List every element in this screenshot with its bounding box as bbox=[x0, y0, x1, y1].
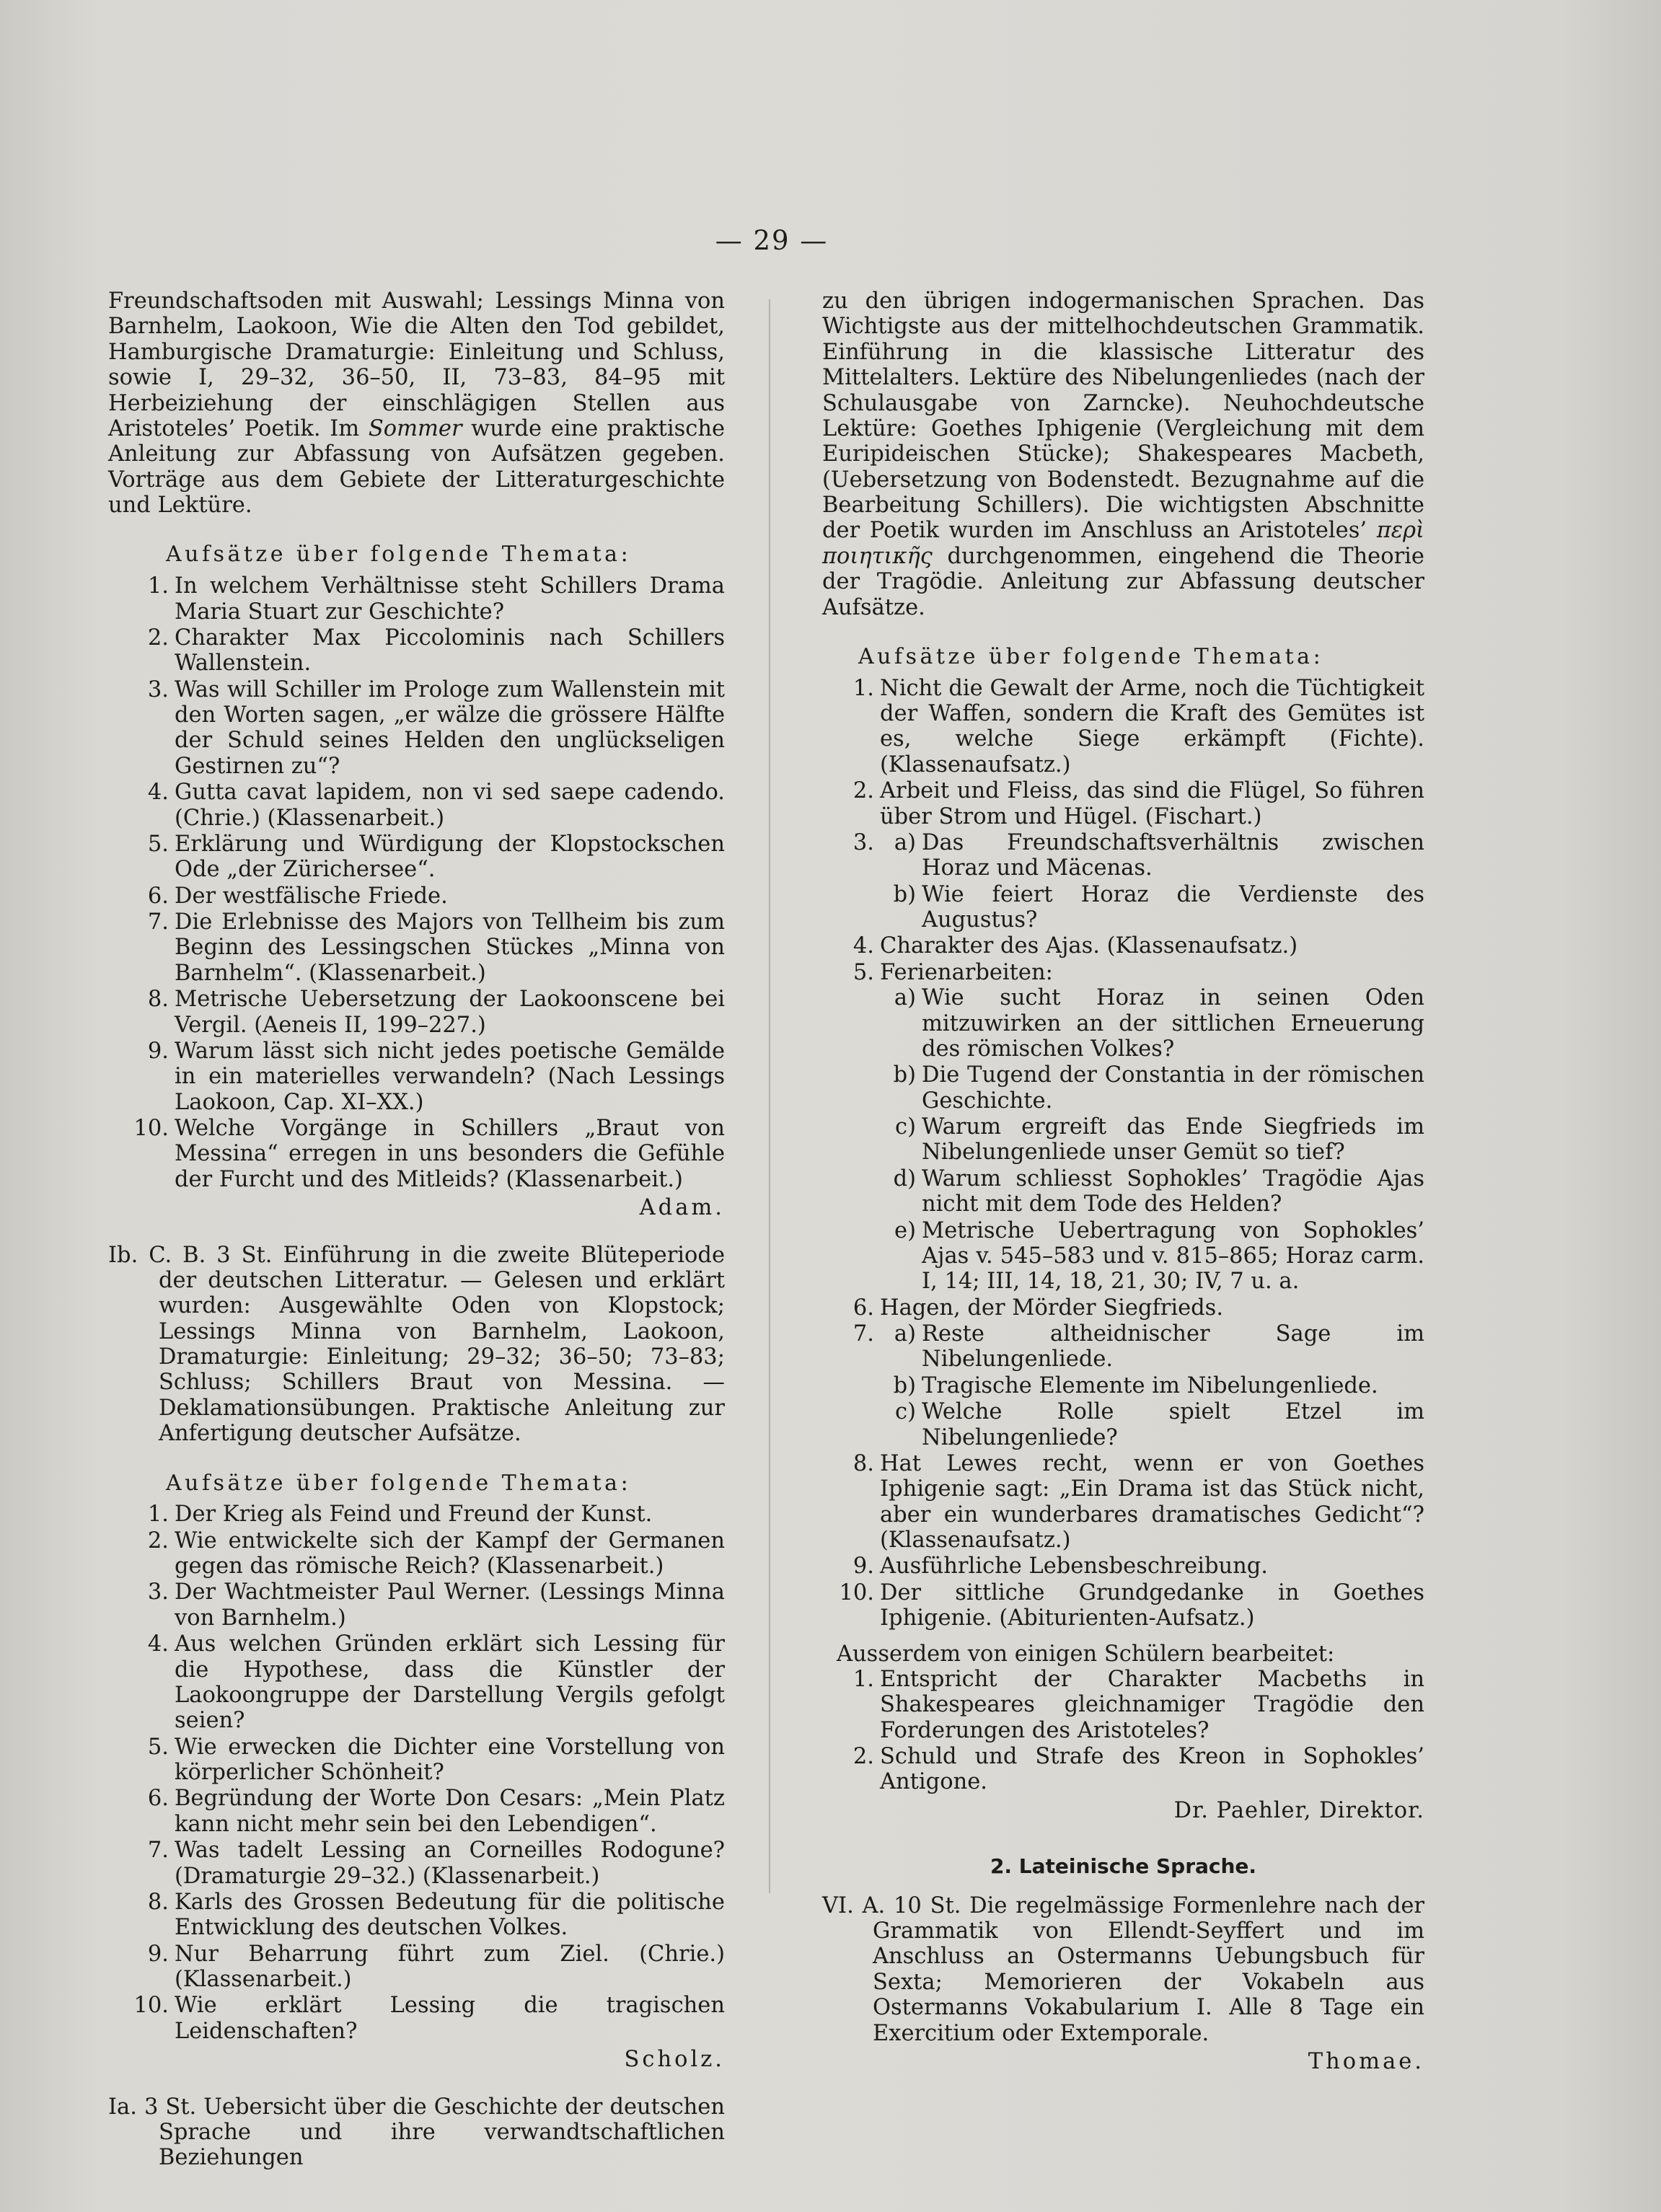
list-item bbox=[822, 1295, 1424, 1321]
item-number: 10. bbox=[133, 1116, 169, 1142]
list-item bbox=[108, 780, 725, 831]
right-intro-greek: περὶ ποιητικῆς bbox=[822, 518, 1424, 569]
sub-item bbox=[880, 1373, 1424, 1398]
sub-item-label: b) bbox=[893, 1372, 916, 1398]
item-number: 2. bbox=[852, 1744, 874, 1770]
right-intro bbox=[822, 288, 1424, 620]
sub-item-text: Warum ergreift das Ende Siegfrieds im Nibelungenliede unser Gemüt so tief? bbox=[922, 1114, 1424, 1166]
section-ia: Ia. 3 St. Uebersicht über die Geschichte der deutschen Sprache und ihre verwandtschaftlichen Beziehungen bbox=[108, 2094, 725, 2171]
right-intro-text: zu den übrigen indogermanischen Sprachen. Das Wichtigste aus der mittelhochdeutschen Grammatik. Einführung in die klassische Litteratur des Mittelalters. Lektüre des Nibelungenliedes (nach der Schulausgabe von Zarncke). Neuhochdeutsche Lektüre: Goethes Iphigenie (Vergleichung mit dem Euripideischen Stücke); Shakespeares Macbeth, (Uebersetzung von Bodenstedt. Bezugnahme auf die Bearbeitung Schillers). Die wichtigsten Abschnitte der Poetik wurden im Anschluss an Aristoteles’ bbox=[822, 288, 1424, 544]
list-item bbox=[108, 573, 725, 625]
column-divider bbox=[769, 299, 770, 1893]
list-item bbox=[108, 677, 725, 780]
sub-item-label: c) bbox=[895, 1399, 916, 1425]
signature-thomae: Thomae. bbox=[1308, 2048, 1424, 2074]
right-heading: Aufsätze über folgende Themata: bbox=[858, 643, 1324, 669]
list-item bbox=[822, 933, 1424, 959]
item-text: Metrische Uebersetzung der Laokoonscene bei Vergil. (Aeneis II, 199–227.) bbox=[175, 987, 725, 1038]
list-item bbox=[822, 1744, 1424, 1795]
item-text: Nur Beharrung führt zum Ziel. (Chrie.) (Klassenarbeit.) bbox=[175, 1941, 725, 1993]
sub-item-label: d) bbox=[893, 1166, 916, 1191]
item-number: 1. bbox=[852, 675, 874, 701]
list-item bbox=[108, 1579, 725, 1631]
sub-item bbox=[880, 830, 1424, 881]
left-intro-end: wurde eine praktische Anleitung zur Abfassung von Aufsätzen gegeben. Vorträge aus dem Gebiete der Litteraturgeschichte und Lektüre. bbox=[108, 415, 726, 518]
item-number: 1. bbox=[147, 1502, 169, 1528]
item-text: Charakter Max Piccolominis nach Schillers Wallenstein. bbox=[175, 625, 725, 677]
item-number: 7. bbox=[852, 1321, 874, 1347]
sub-item-label: a) bbox=[894, 1321, 916, 1347]
sub-item bbox=[880, 1166, 1424, 1217]
item-text: Der Krieg als Feind und Freund der Kunst. bbox=[175, 1502, 653, 1528]
item-number: 8. bbox=[147, 1889, 169, 1915]
list-item bbox=[108, 909, 725, 986]
item-number: 9. bbox=[852, 1554, 874, 1579]
left-heading-1: Aufsätze über folgende Themata: bbox=[166, 542, 632, 568]
item-number: 5. bbox=[147, 1734, 169, 1760]
list-item bbox=[822, 676, 1424, 778]
sub-item-label: e) bbox=[894, 1217, 916, 1243]
sub-item-label: b) bbox=[893, 881, 916, 907]
item-text: Hat Lewes recht, wenn er von Goethes Iphigenie sagt: „Ein Drama ist das Stück nicht, aber ein wunderbares dramatisches Gedicht“? (Klassenaufsatz.) bbox=[880, 1450, 1424, 1554]
sub-item bbox=[880, 1321, 1424, 1372]
sub-item bbox=[880, 1218, 1424, 1295]
sub-list bbox=[880, 985, 1424, 1295]
topic-list-extra bbox=[822, 1667, 1424, 1795]
left-column bbox=[108, 288, 725, 2171]
item-number: 5. bbox=[852, 959, 874, 985]
right-intro-end: durchgenommen, eingehend die Theorie der Tragödie. Anleitung zur Abfassung deutscher Aufsätze. bbox=[822, 543, 1424, 620]
sub-item-label: c) bbox=[895, 1114, 916, 1140]
sub-list bbox=[880, 1321, 1424, 1450]
list-item bbox=[108, 987, 725, 1038]
list-item bbox=[108, 1735, 725, 1786]
sub-item-label: a) bbox=[894, 985, 916, 1011]
item-number: 2. bbox=[852, 778, 874, 804]
section-2-title: 2. Lateinische Sprache. bbox=[990, 1854, 1257, 1879]
item-number: 7. bbox=[147, 1838, 169, 1864]
list-item bbox=[108, 1993, 725, 2044]
sub-item bbox=[880, 882, 1424, 933]
item-text: Wie erklärt Lessing die tragischen Leidenschaften? bbox=[175, 1993, 725, 2044]
list-item bbox=[822, 1554, 1424, 1579]
sub-item bbox=[880, 985, 1424, 1062]
list-item bbox=[822, 1451, 1424, 1554]
topic-list-1 bbox=[108, 573, 725, 1192]
item-number: 2. bbox=[147, 625, 169, 651]
sub-item-text: Warum schliesst Sophokles’ Tragödie Ajas nicht mit dem Tode des Helden? bbox=[922, 1166, 1424, 1217]
sub-item bbox=[880, 1062, 1424, 1114]
topic-list-2 bbox=[108, 1502, 725, 2044]
item-text: Warum lässt sich nicht jedes poetische Gemälde in ein materielles verwandeln? (Nach Lessings Laokoon, Cap. XI–XX.) bbox=[175, 1038, 725, 1115]
item-text: Gutta cavat lapidem, non vi sed saepe cadendo. (Chrie.) (Klassenarbeit.) bbox=[175, 780, 725, 831]
item-number: 7. bbox=[147, 909, 169, 935]
item-number: 10. bbox=[839, 1579, 874, 1605]
item-number: 3. bbox=[147, 677, 169, 702]
item-text: Aus welchen Gründen erklärt sich Lessing für die Hypothese, dass die Künstler der Laokoongruppe der Darstellung Vergils gefolgt seien? bbox=[175, 1631, 725, 1734]
right-column bbox=[822, 288, 1424, 2074]
item-number: 3. bbox=[852, 829, 874, 855]
list-item bbox=[108, 1786, 725, 1837]
item-number: 4. bbox=[147, 780, 169, 806]
list-item bbox=[108, 625, 725, 677]
list-item bbox=[822, 778, 1424, 829]
sub-item-text: Welche Rolle spielt Etzel im Nibelungenliede? bbox=[922, 1399, 1424, 1450]
list-item bbox=[108, 1838, 725, 1889]
item-text: Karls des Grossen Bedeutung für die politische Entwicklung des deutschen Volkes. bbox=[175, 1889, 725, 1941]
list-item bbox=[108, 1890, 725, 1941]
section-ib: Ib. C. B. 3 St. Einführung in die zweite Blüteperiode der deutschen Litteratur. — Gelesen und erklärt wurden: Ausgewählte Oden von Klopstock; Lessings Minna von Barnhelm, Laokoon, Dramaturgie: Einleitung; 29–32; 36–50; 73–83; Schluss; Schillers Braut von Messina. — Deklamationsübungen. Praktische Anleitung zur Anfertigung deutscher Aufsätze. bbox=[108, 1242, 725, 1447]
sub-list bbox=[880, 830, 1424, 933]
item-text: Die Erlebnisse des Majors von Tellheim bis zum Beginn des Lessingschen Stückes „Minna von Barnhelm“. (Klassenarbeit.) bbox=[175, 909, 725, 986]
extra-heading: Ausserdem von einigen Schülern bearbeitet: bbox=[837, 1641, 1335, 1667]
item-text: Begründung der Worte Don Cesars: „Mein Platz kann nicht mehr sein bei den Lebendigen“. bbox=[175, 1786, 725, 1837]
sub-item-text: Die Tugend der Constantia in der römischen Geschichte. bbox=[922, 1062, 1424, 1114]
sub-item-text: Wie feiert Horaz die Verdienste des Augustus? bbox=[922, 881, 1424, 933]
item-text: Ferienarbeiten: bbox=[880, 959, 1053, 985]
sub-item-label: b) bbox=[893, 1062, 916, 1088]
item-text: Der westfälische Friede. bbox=[175, 883, 448, 909]
item-number: 3. bbox=[147, 1579, 169, 1605]
list-item bbox=[822, 830, 1424, 933]
item-number: 4. bbox=[852, 933, 874, 959]
item-number: 6. bbox=[147, 883, 169, 909]
item-number: 8. bbox=[852, 1450, 874, 1476]
item-number: 1. bbox=[852, 1666, 874, 1692]
left-heading-2: Aufsätze über folgende Themata: bbox=[166, 1470, 632, 1496]
list-item bbox=[108, 1116, 725, 1192]
list-item bbox=[108, 1631, 725, 1734]
item-number: 2. bbox=[147, 1528, 169, 1554]
item-number: 5. bbox=[147, 831, 169, 857]
list-item bbox=[108, 832, 725, 883]
item-number: 4. bbox=[147, 1631, 169, 1657]
topic-list-3 bbox=[822, 676, 1424, 1631]
item-text: Wie entwickelte sich der Kampf der Germanen gegen das römische Reich? (Klassenarbeit.) bbox=[175, 1528, 725, 1579]
list-item bbox=[822, 1580, 1424, 1631]
item-text: Wie erwecken die Dichter eine Vorstellung von körperlicher Schönheit? bbox=[175, 1734, 725, 1786]
item-text: Charakter des Ajas. (Klassenaufsatz.) bbox=[880, 933, 1298, 959]
left-intro bbox=[108, 288, 725, 518]
item-number: 6. bbox=[147, 1786, 169, 1812]
list-item bbox=[108, 1039, 725, 1115]
item-text: Welche Vorgänge in Schillers „Braut von Messina“ erregen in uns besonders die Gefühle der Furcht und des Mitleids? (Klassenarbeit.) bbox=[175, 1116, 725, 1192]
item-text: In welchem Verhältnisse steht Schillers Drama Maria Stuart zur Geschichte? bbox=[175, 573, 725, 625]
sub-item-text: Reste altheidnischer Sage im Nibelungenliede. bbox=[922, 1321, 1424, 1372]
item-number: 6. bbox=[852, 1295, 874, 1321]
item-text: Schuld und Strafe des Kreon in Sophokles’ Antigone. bbox=[880, 1744, 1424, 1795]
item-text: Erklärung und Würdigung der Klopstockschen Ode „der Zürichersee“. bbox=[175, 831, 725, 883]
signature-scholz: Scholz. bbox=[624, 2047, 725, 2073]
item-text: Arbeit und Fleiss, das sind die Flügel, So führen über Strom und Hügel. (Fischart.) bbox=[880, 778, 1424, 829]
section-2-text: VI. A. 10 St. Die regelmässige Formenlehre nach der Grammatik von Ellendt-Seyffert und im Anschluss an Ostermanns Uebungsbuch für Sexta; Memorieren der Vokabeln aus Ostermanns Vokabularium I. Alle 8 Tage ein Exercitium oder Extemporale. bbox=[822, 1892, 1424, 2046]
sub-item-text: Das Freundschaftsverhältnis zwischen Horaz und Mäcenas. bbox=[922, 829, 1424, 881]
left-intro-text: Freundschaftsoden mit Auswahl; Lessings Minna von Barnhelm, Laokoon, Wie die Alten den Tod gebildet, Hamburgische Dramaturgie: Einleitung und Schluss, sowie I, 29–32, 36–50, II, 73–83, 84–95 mit Herbeiziehung der einschlägigen Stellen aus Aristoteles’ Poetik. Im bbox=[108, 288, 725, 441]
item-number: 8. bbox=[147, 987, 169, 1013]
sub-item-label: a) bbox=[894, 829, 916, 855]
item-text: Was will Schiller im Prologe zum Wallenstein mit den Worten sagen, „er wälze die grössere Hälfte der Schuld seines Helden den unglückseligen Gestirnen zu“? bbox=[175, 677, 725, 779]
sub-item bbox=[880, 1399, 1424, 1450]
item-number: 10. bbox=[133, 1993, 169, 2019]
item-text: Was tadelt Lessing an Corneilles Rodogune? (Dramaturgie 29–32.) (Klassenarbeit.) bbox=[175, 1838, 725, 1889]
item-number: 9. bbox=[147, 1941, 169, 1967]
sub-item-text: Wie sucht Horaz in seinen Oden mitzuwirken an der sittlichen Erneuerung des römischen Volkes? bbox=[922, 985, 1424, 1062]
list-item bbox=[822, 1667, 1424, 1743]
sub-item-text: Metrische Uebertragung von Sophokles’ Ajas v. 545–583 und v. 815–865; Horaz carm. I, 14; III, 14, 18, 21, 30; IV, 7 u. a. bbox=[922, 1217, 1424, 1295]
list-item bbox=[108, 884, 725, 909]
list-item bbox=[108, 1502, 725, 1527]
item-text: Ausführliche Lebensbeschreibung. bbox=[880, 1554, 1268, 1579]
list-item bbox=[108, 1528, 725, 1579]
sub-item-text: Tragische Elemente im Nibelungenliede. bbox=[922, 1372, 1378, 1398]
list-item bbox=[108, 1942, 725, 1993]
page-number: — 29 — bbox=[715, 225, 829, 256]
signature-adam: Adam. bbox=[639, 1195, 725, 1221]
list-item bbox=[822, 1321, 1424, 1450]
item-number: 1. bbox=[147, 573, 169, 599]
item-text: Nicht die Gewalt der Arme, noch die Tüchtigkeit der Waffen, sondern die Kraft des Gemütes ist es, welche Siege erkämpft (Fichte). (Klassenaufsatz.) bbox=[880, 675, 1424, 777]
item-text: Hagen, der Mörder Siegfrieds. bbox=[880, 1295, 1224, 1321]
list-item bbox=[822, 960, 1424, 1295]
item-text: Entspricht der Charakter Macbeths in Shakespeares gleichnamiger Tragödie den Forderungen des Aristoteles? bbox=[880, 1666, 1424, 1743]
signature-paehler: Dr. Paehler, Direktor. bbox=[1173, 1797, 1424, 1823]
sub-item bbox=[880, 1114, 1424, 1166]
item-text: Der sittliche Grundgedanke in Goethes Iphigenie. (Abiturienten-Aufsatz.) bbox=[880, 1579, 1424, 1631]
item-text: Der Wachtmeister Paul Werner. (Lessings Minna von Barnhelm.) bbox=[175, 1579, 725, 1631]
left-intro-italic: Sommer bbox=[368, 415, 462, 441]
item-number: 9. bbox=[147, 1038, 169, 1064]
